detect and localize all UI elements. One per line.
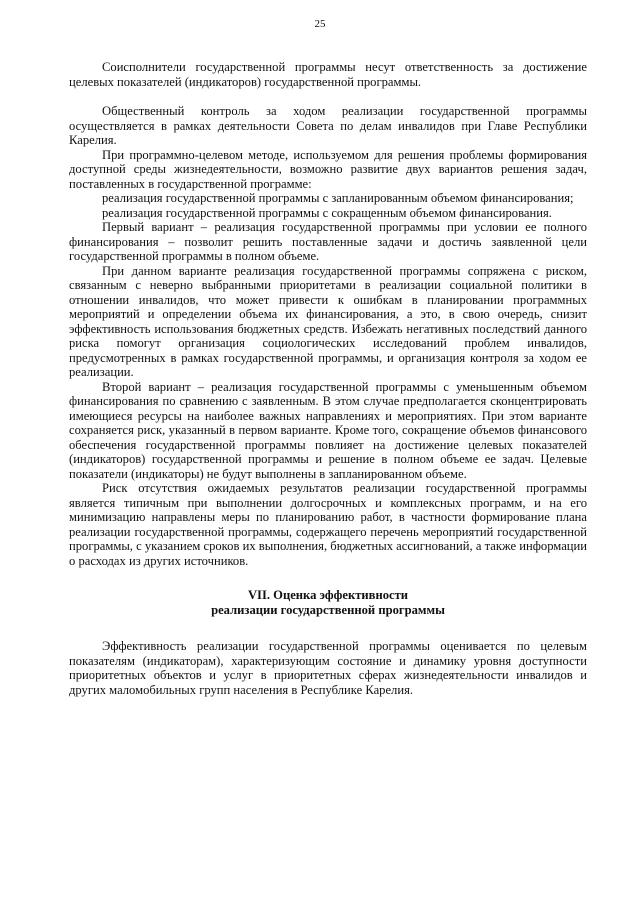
section-heading-line2: реализации государственной программы xyxy=(211,603,445,617)
paragraph-second-option: Второй вариант – реализация государственной программы с уменьшенным объемом финансирования по сравнению с заявленным. В этом случае предполагается сконцентрировать имеющиеся ресурсы на наиболее важных направлениях и мероприятиях. При этом варианте сохраняется риск, указанный в первом варианте. Кроме того, сокращение объемов финансового обеспечения государственной программы повлияет на достижение целевых показателей (индикаторов) государственной программы и решение в полном объеме ее задач. Целевые показатели (индикаторы) не будут выполнены в запланированном объеме. xyxy=(69,379,587,481)
paragraph-risk-results: Риск отсутствия ожидаемых результатов реализации государственной программы является типичным при выполнении долгосрочных и комплексных программ, и на его минимизацию направлены меры по планированию работ, в частности формирование плана реализации государственной программы, содержащего перечень мероприятий государственной программы, с указанием сроков их выполнения, бюджетных ассигнований, а также информации о расходах из других источников. xyxy=(69,481,587,568)
paragraph-risk-first: При данном варианте реализация государственной программы сопряжена с риском, связанным с неверно выбранными приоритетами в реализации социальной политики в отношении инвалидов, что может привести к ошибкам в планировании программных мероприятий и определении объема их финансирования, а это, в свою очередь, снизит эффективность использования бюджетных средств. Избежать негативных последствий данного риска помогут организация социологических исследований проблем инвалидов, предусмотренных в рамках государственной программы, и организация контроля за ходом ее реализации. xyxy=(69,263,587,379)
paragraph-first-option: Первый вариант – реализация государственной программы при условии ее полного финансирования – позволит решить поставленные задачи и достичь заявленной цели государственной программы в полном объеме. xyxy=(69,220,587,263)
paragraph-public-control: Общественный контроль за ходом реализации государственной программы осуществляется в рамках деятельности Совета по делам инвалидов при Главе Республики Карелия. xyxy=(69,104,587,147)
paragraph-program-method: При программно-целевом методе, используемом для решения проблемы формирования доступной среды жизнедеятельности, возможно развитие двух вариантов решения задач, поставленных в государственной программе: xyxy=(69,147,587,191)
paragraph-option-planned: реализация государственной программы с запланированным объемом финансирования; xyxy=(102,191,574,205)
section-heading-line1: VII. Оценка эффективности xyxy=(247,588,409,602)
paragraph-coexecutors: Соисполнители государственной программы несут ответственность за достижение целевых показателей (индикаторов) государственной программы. xyxy=(69,60,587,89)
paragraph-effectiveness: Эффективность реализации государственной программы оценивается по целевым показателям (индикаторам), характеризующим состояние и динамику уровня доступности приоритетных объектов и услуг в приоритетных сферах жизнедеятельности инвалидов и других маломобильных групп населения в Республике Карелия. xyxy=(69,639,587,697)
section-heading xyxy=(69,588,587,618)
paragraph-option-reduced: реализация государственной программы с сокращенным объемом финансирования. xyxy=(102,205,552,220)
page-number: 25 xyxy=(314,18,326,30)
document-body xyxy=(69,60,587,697)
